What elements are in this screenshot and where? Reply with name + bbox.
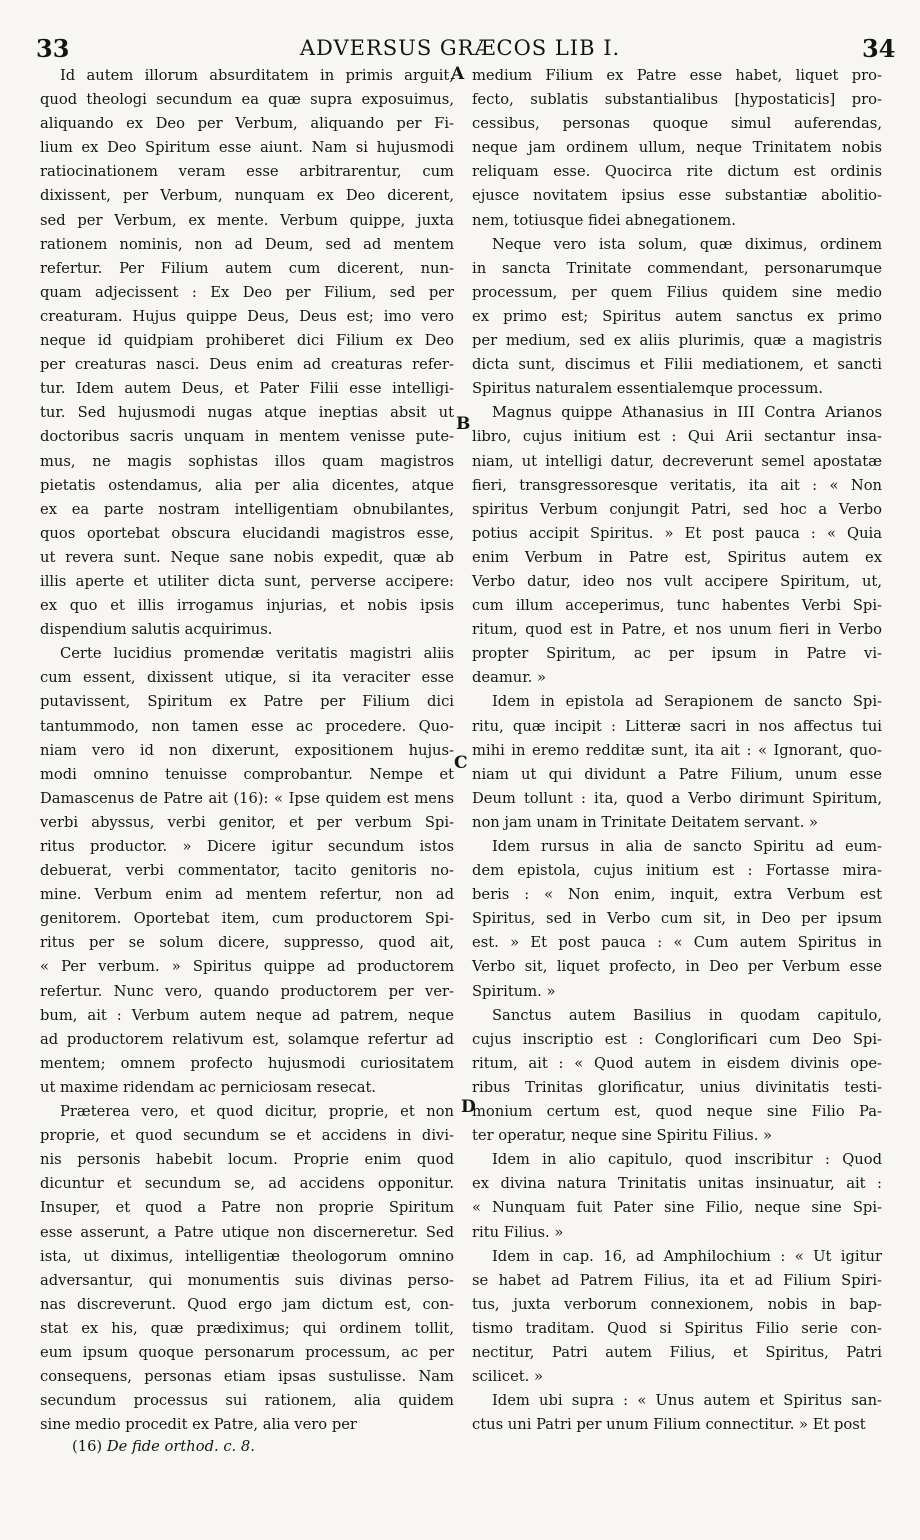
text-line: per creaturas nasci. Deus enim ad creaturas refer- [40, 356, 454, 374]
text-line: ritu Filius. » [472, 1223, 564, 1241]
text-line: aliquando ex Deo per Verbum, aliquando per Fi- [40, 115, 454, 133]
text-line: niam, ut intelligi datur, decreverunt semel apostatæ [472, 452, 882, 470]
text-line: in sancta Trinitate commendant, personarumque [472, 259, 882, 277]
text-line: dicuntur et secundum se, ad accidens opponitur. [40, 1175, 454, 1193]
text-line: Id autem illorum absurditatem in primis arguit, [60, 67, 454, 84]
text-line: spiritus Verbum conjungit Patri, sed hoc a Verbo [472, 500, 882, 518]
text-line: Sanctus autem Basilius in quodam capitulo, [492, 1006, 882, 1024]
text-line: ut revera sunt. Neque sane nobis expedit, quæ ab [40, 548, 454, 566]
text-line: niam ut qui dividunt a Patre Filium, unum esse [472, 765, 882, 783]
text-line: Magnus quippe Athanasius in III Contra Arianos [492, 404, 882, 422]
text-line: quod theologi secundum ea quæ supra exposuimus, [40, 91, 454, 109]
text-line: proprie, et quod secundum se et accidens in divi- [40, 1127, 454, 1145]
text-line: ritu, quæ incipit : Litteræ sacri in nos affectus tui [472, 717, 882, 735]
text-line: ut maxime ridendam ac perniciosam resecat. [40, 1078, 377, 1096]
text-line: Idem in alio capitulo, quod inscribitur : Quod [492, 1151, 882, 1169]
text-line: ista, ut diximus, intelligentiæ theologorum omnino [40, 1247, 454, 1265]
text-line: Idem ubi supra : « Unus autem et Spiritus san- [492, 1392, 882, 1410]
text-line: secundum processus sui rationem, alia quidem [40, 1392, 454, 1410]
text-line: Idem in cap. 16, ad Amphilochium : « Ut igitur [492, 1247, 882, 1265]
text-line: « Per verbum. » Spiritus quippe ad productorem [40, 958, 454, 976]
text-line: ritus per se solum dicere, suppresso, quod ait, [40, 934, 454, 952]
right-column-paragraph [472, 1148, 882, 1244]
text-line: Spiritus naturalem essentialemque processum. [472, 380, 823, 398]
text-line: esse asserunt, a Patre utique non discerneretur. Sed [40, 1223, 454, 1241]
section-marker-c: C [454, 753, 468, 773]
text-line: bum, ait : Verbum autem neque ad patrem, neque [40, 1006, 454, 1024]
footnote [72, 1438, 255, 1455]
text-line: ctus uni Patri per unum Filium connectitur. » Et post [472, 1416, 866, 1434]
text-line: enim Verbum in Patre est, Spiritus autem ex [472, 548, 882, 566]
text-line: Neque vero ista solum, quæ diximus, ordinem [492, 235, 882, 253]
text-line: ex divina natura Trinitatis unitas insinuatur, ait : [472, 1175, 882, 1193]
text-line: ritum, ait : « Quod autem in eisdem divinis ope- [472, 1054, 882, 1072]
right-column-paragraph [472, 64, 882, 233]
right-column-paragraph [472, 233, 882, 402]
text-line: deamur. » [472, 669, 546, 687]
text-line: cum illum acceperimus, tunc habentes Verbi Spi- [472, 597, 882, 615]
text-line: « Nunquam fuit Pater sine Filio, neque sine Spi- [472, 1199, 882, 1217]
left-column [40, 64, 454, 1437]
text-line: pietatis ostendamus, alia per alia dicentes, atque [40, 476, 454, 494]
text-line: ter operatur, neque sine Spiritu Filius. » [472, 1127, 773, 1145]
text-line: dispendium salutis acquirimus. [40, 621, 273, 639]
text-line: ritus productor. » Dicere igitur secundum istos [40, 838, 454, 855]
right-column-paragraph [472, 401, 882, 690]
text-line: fecto, sublatis substantialibus [hypostaticis] pro- [472, 91, 882, 109]
text-line: est. » Et post pauca : « Cum autem Spiritus in [472, 934, 882, 952]
text-line: cessibus, personas quoque simul auferendas, [472, 115, 882, 133]
text-line: beris : « Non enim, inquit, extra Verbum est [472, 886, 882, 904]
text-line: Insuper, et quod a Patre non proprie Spiritum [40, 1199, 454, 1217]
text-line: mentem; omnem profecto hujusmodi curiositatem [40, 1054, 454, 1072]
text-line: non jam unam in Trinitate Deitatem servant. » [472, 813, 819, 831]
text-line: mus, ne magis sophistas illos quam magistros [40, 452, 454, 470]
left-column-paragraph [40, 642, 454, 1100]
text-line: genitorem. Oportebat item, cum productorem Spi- [40, 910, 454, 928]
text-line: neque id quidpiam prohiberet dici Filium ex Deo [40, 332, 454, 350]
text-line: Verbo sit, liquet profecto, in Deo per Verbum esse [472, 958, 882, 976]
right-column-paragraph [472, 1389, 882, 1437]
text-line: neque jam ordinem ullum, neque Trinitatem nobis [472, 139, 882, 157]
text-line: Spiritum. » [472, 982, 556, 1000]
text-line: ex primo est; Spiritus autem sanctus ex primo [472, 307, 882, 325]
text-line: scilicet. » [472, 1368, 543, 1386]
text-line: potius accipit Spiritus. » Et post pauca : « Quia [472, 524, 882, 542]
text-line: ex ea parte nostram intelligentiam obnubilantes, [40, 500, 454, 518]
text-line: Spiritus, sed in Verbo cum sit, in Deo per ipsum [472, 910, 882, 928]
text-line: tismo traditam. Quod si Spiritus Filio serie con- [472, 1319, 882, 1337]
text-line: dixissent, per Verbum, nunquam ex Deo dicerent, [40, 187, 454, 205]
text-line: mihi in eremo redditæ sunt, ita ait : « Ignorant, quo- [472, 741, 882, 759]
text-line: nem, totiusque fidei abnegationem. [472, 211, 736, 229]
text-line: stat ex his, quæ prædiximus; qui ordinem tollit, [40, 1319, 454, 1337]
text-line: monium certum est, quod neque sine Filio Pa- [472, 1103, 882, 1121]
text-line: ratiocinationem veram esse arbitrarentur, cum [40, 163, 454, 181]
text-line: verbi abyssus, verbi genitor, et per verbum Spi- [40, 813, 454, 831]
page-number-left: 33 [36, 34, 70, 63]
text-line: tur. Idem autem Deus, et Pater Filii esse intelligi- [40, 380, 454, 398]
text-line: rationem nominis, non ad Deum, sed ad mentem [40, 235, 454, 253]
text-line: quos oportebat obscura elucidandi magistros esse, [40, 524, 454, 542]
text-line: ritum, quod est in Patre, et nos unum fieri in Verbo [472, 621, 882, 639]
text-line: tantummodo, non tamen esse ac procedere. Quo- [40, 717, 454, 735]
text-line: refertur. Nunc vero, quando productorem per ver- [40, 982, 454, 1000]
text-line: putavissent, Spiritum ex Patre per Filium dici [40, 693, 454, 711]
right-column [472, 64, 882, 1437]
text-line: adversantur, qui monumentis suis divinas perso- [40, 1271, 454, 1289]
text-line: quam adjecissent : Ex Deo per Filium, sed per [40, 283, 454, 301]
text-line: sed per Verbum, ex mente. Verbum quippe, juxta [40, 211, 454, 229]
text-line: Deum tollunt : ita, quod a Verbo dirimunt Spiritum, [472, 789, 882, 807]
section-marker-a: A [451, 64, 465, 84]
text-line: illis aperte et utiliter dicta sunt, perverse accipere: [40, 572, 454, 590]
text-line: Idem in epistola ad Serapionem de sancto Spi- [492, 693, 882, 711]
text-line: cum essent, dixissent utique, si ita veraciter esse [40, 669, 454, 687]
text-line: se habet ad Patrem Filius, ita et ad Filium Spiri- [472, 1271, 882, 1289]
running-title: ADVERSUS GRÆCOS LIB I. [299, 36, 621, 60]
text-line: libro, cujus initium est : Qui Arii sectantur insa- [472, 428, 882, 446]
text-line: Præterea vero, et quod dicitur, proprie, et non [60, 1103, 454, 1121]
text-line: per medium, sed ex aliis plurimis, quæ a magistris [472, 332, 882, 350]
text-line: lium ex Deo Spiritum esse aiunt. Nam si hujusmodi [40, 139, 454, 157]
left-column-paragraph [40, 1100, 454, 1437]
text-line: eum ipsum quoque personarum processum, ac per [40, 1343, 454, 1361]
text-line: Idem rursus in alia de sancto Spiritu ad eum- [492, 838, 882, 855]
text-line: tus, juxta verborum connexionem, nobis in bap- [472, 1295, 882, 1313]
text-line: nectitur, Patri autem Filius, et Spiritus, Patri [472, 1343, 882, 1361]
text-line: medium Filium ex Patre esse habet, liquet pro- [472, 67, 882, 84]
running-header [0, 34, 920, 66]
text-line: ejusce novitatem ipsius esse substantiæ abolitio- [472, 187, 882, 205]
text-line: doctoribus sacris unquam in mentem venisse pute- [40, 428, 454, 446]
text-line: propter Spiritum, ac per ipsum in Patre vi- [472, 645, 882, 663]
text-line: consequens, personas etiam ipsas sustulisse. Nam [40, 1368, 454, 1386]
text-line: fieri, transgressoresque veritatis, ita ait : « Non [472, 476, 882, 494]
text-line: modi omnino tenuisse comprobantur. Nempe et [40, 765, 454, 783]
text-line: Certe lucidius promendæ veritatis magistri aliis [60, 645, 454, 663]
right-column-paragraph [472, 1245, 882, 1390]
text-line: dicta sunt, discimus et Filii mediationem, et sancti [472, 356, 882, 374]
text-line: mine. Verbum enim ad mentem refertur, non ad [40, 886, 454, 904]
text-line: tur. Sed hujusmodi nugas atque ineptias absit ut [40, 404, 454, 422]
text-line: niam vero id non dixerunt, expositionem hujus- [40, 741, 454, 759]
right-column-paragraph [472, 1004, 882, 1149]
left-column-paragraph [40, 64, 454, 642]
text-line: ad productorem relativum est, solamque refertur ad [40, 1030, 454, 1048]
text-line: dem epistola, cujus initium est : Fortasse mira- [472, 862, 882, 880]
text-line: debuerat, verbi commentator, tacito genitoris no- [40, 862, 454, 880]
text-line: nis personis habebit locum. Proprie enim quod [40, 1151, 454, 1169]
text-line: processum, per quem Filius quidem sine medio [472, 283, 882, 301]
page-number-right: 34 [862, 34, 896, 63]
text-line: cujus inscriptio est : Conglorificari cum Deo Spi- [472, 1030, 882, 1048]
right-column-paragraph [472, 835, 882, 1004]
text-line: nas discreverunt. Quod ergo jam dictum est, con- [40, 1295, 454, 1313]
section-marker-d: D [461, 1097, 476, 1117]
right-column-paragraph [472, 690, 882, 835]
text-line: ribus Trinitas glorificatur, unius divinitatis testi- [472, 1078, 882, 1096]
text-line: sine medio procedit ex Patre, alia vero per [40, 1416, 357, 1434]
text-line: Verbo datur, ideo nos vult accipere Spiritum, ut, [472, 572, 882, 590]
text-line: Damascenus de Patre ait (16): « Ipse quidem est mens [40, 789, 454, 807]
text-line: reliquam esse. Quocirca rite dictum est ordinis [472, 163, 882, 181]
text-line: refertur. Per Filium autem cum dicerent, nun- [40, 259, 454, 277]
section-marker-b: B [456, 414, 471, 434]
footnote-number: (16) [72, 1438, 103, 1455]
footnote-text: De fide orthod. c. 8. [106, 1438, 255, 1455]
text-line: ex quo et illis irrogamus injurias, et nobis ipsis [40, 597, 454, 615]
text-line: creaturam. Hujus quippe Deus, Deus est; imo vero [40, 307, 454, 325]
